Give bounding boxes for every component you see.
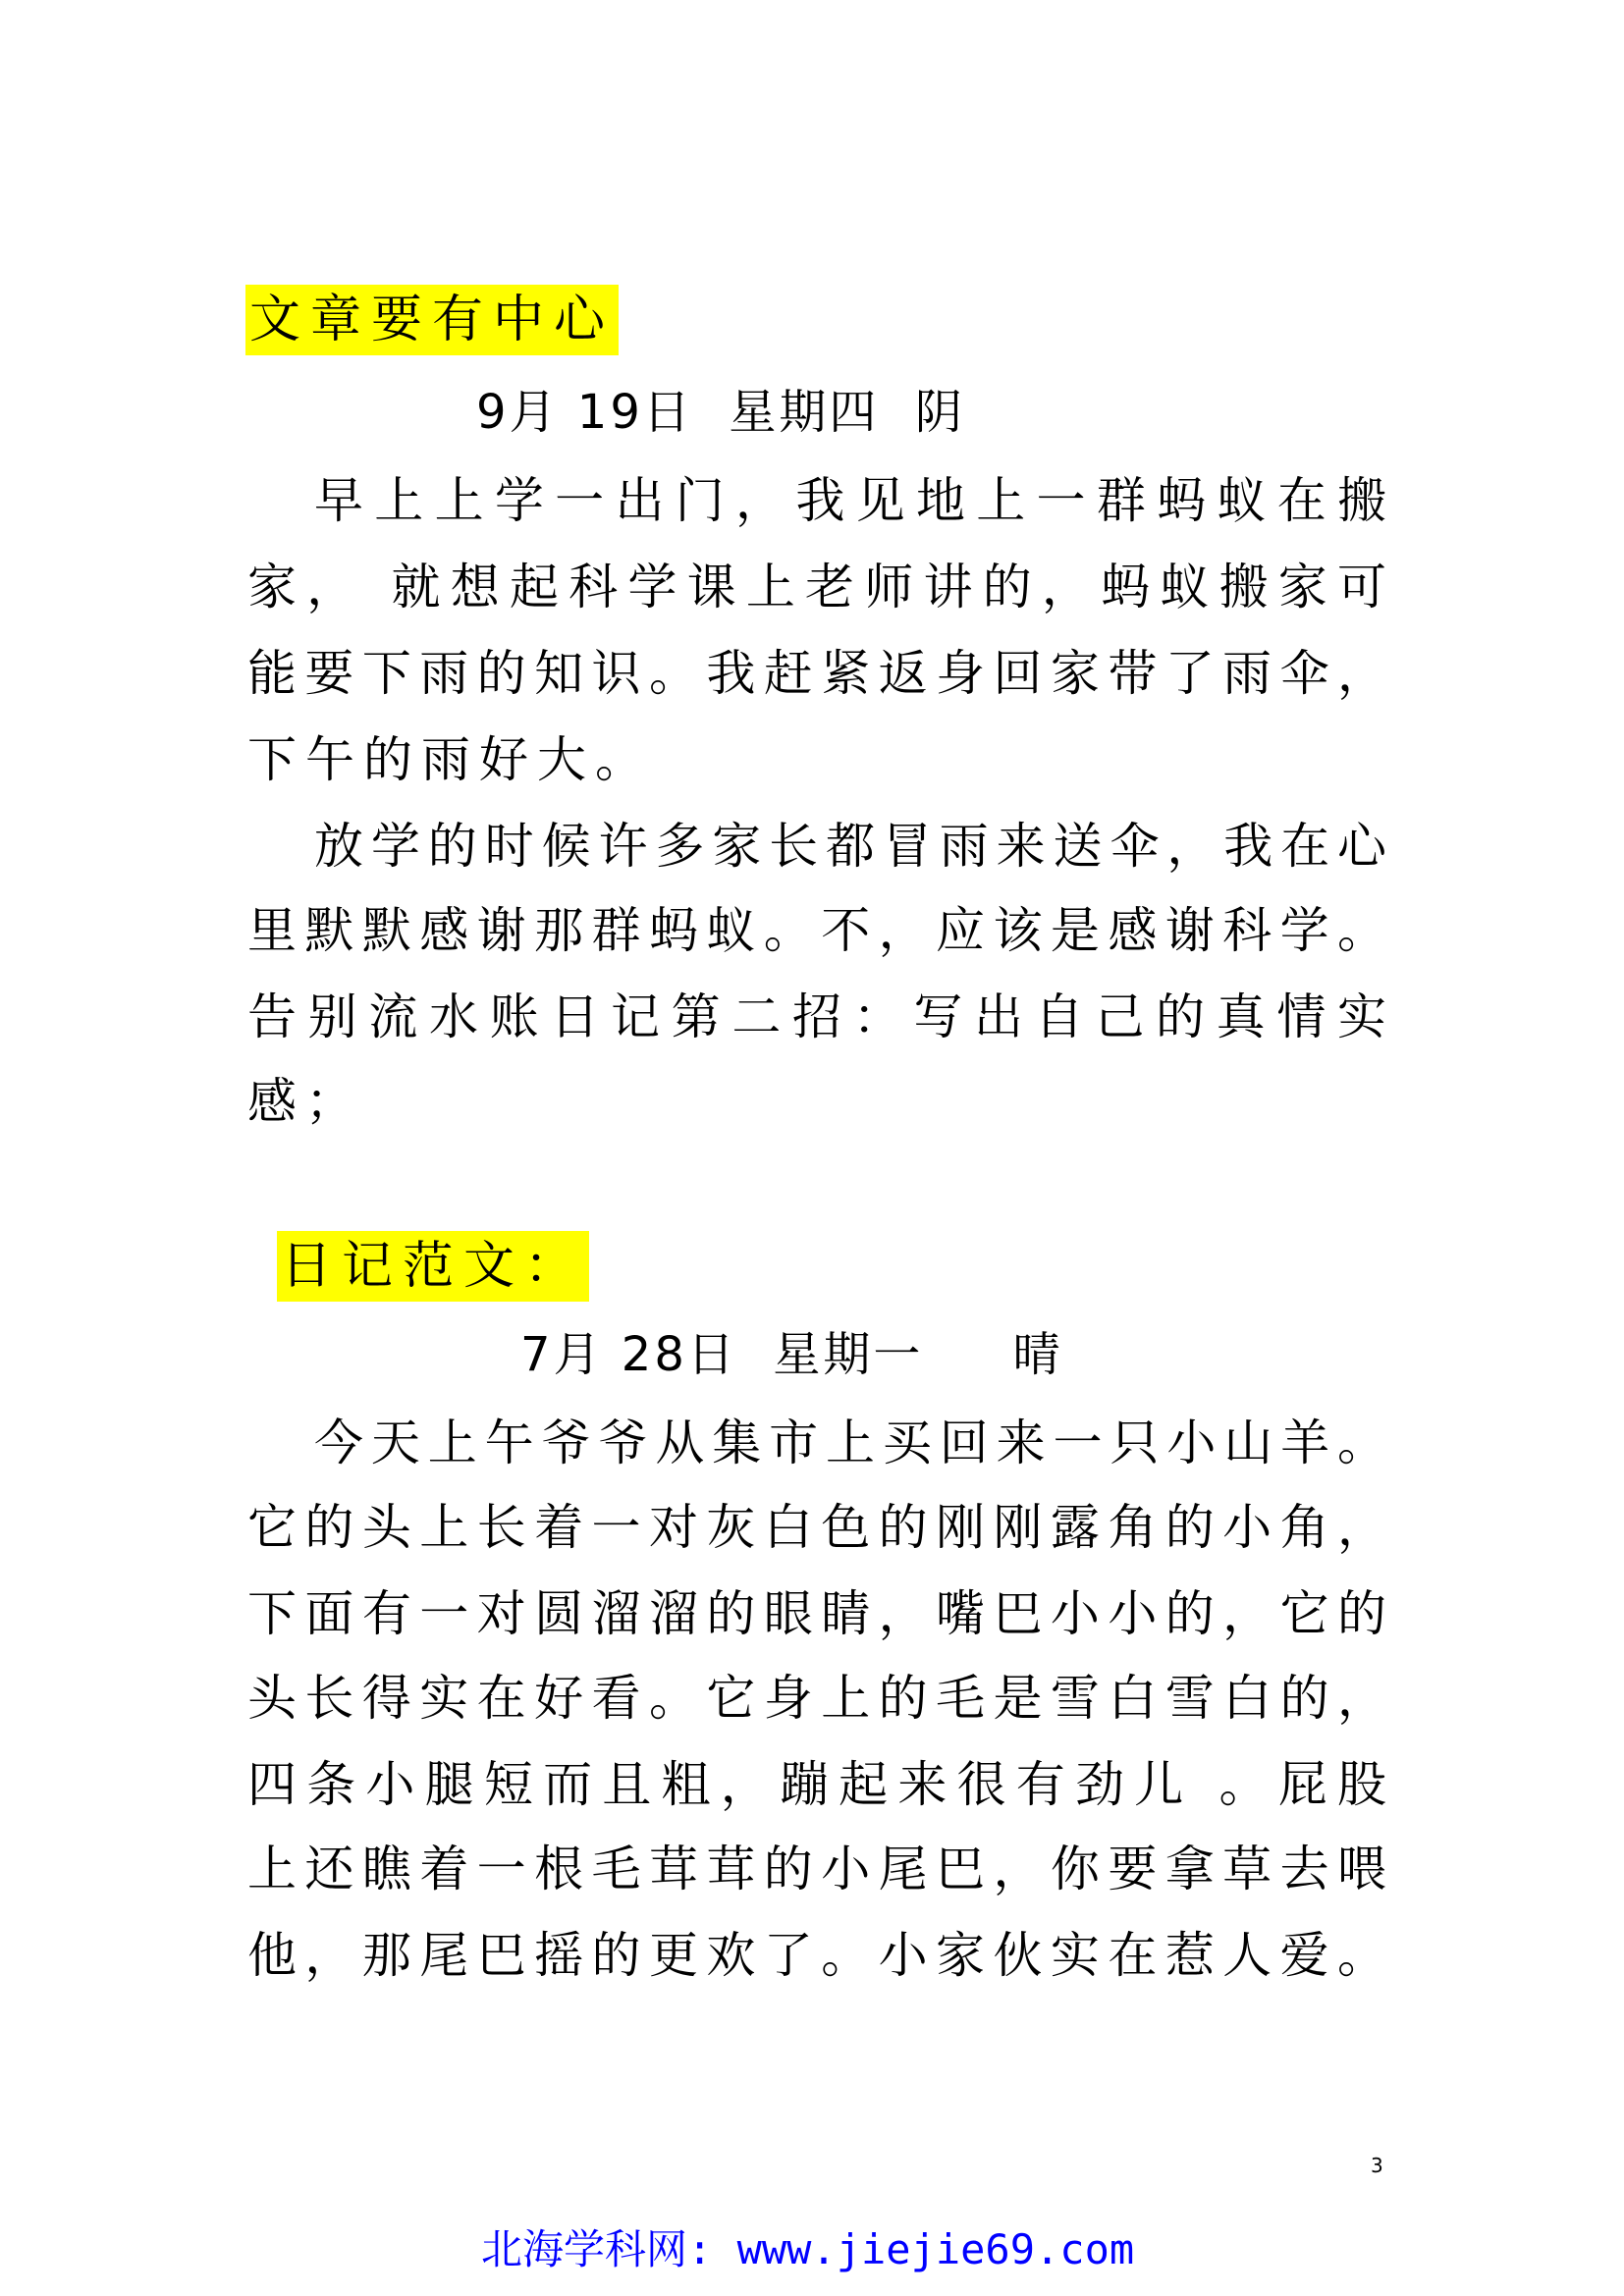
paragraph-line: 里默默感谢那群蚂蚁。不，应该是感谢科学。 [247, 902, 1386, 959]
paragraph-line: 告别流水账日记第二招：写出自己的真情实 [247, 988, 1386, 1045]
paragraph-line: 下午的雨好大。 [247, 731, 653, 788]
section-heading-sample: 日记范文： [277, 1231, 589, 1302]
diary-date-line: 7月 28日 星期一 晴 [520, 1327, 1063, 1382]
paragraph-line: 家， 就想起科学课上老师讲的，蚂蚁搬家可 [247, 559, 1386, 615]
paragraph-line: 能要下雨的知识。我赶紧返身回家带了雨伞， [247, 645, 1386, 702]
diary-date-line: 9月 19日 星期四 阴 [476, 385, 965, 440]
page-number: 3 [1371, 2154, 1383, 2177]
paragraph-line: 上还瞧着一根毛茸茸的小尾巴，你要拿草去喂 [247, 1841, 1386, 1897]
paragraph-line: 四条小腿短而且粗，蹦起来很有劲儿 。屁股 [247, 1756, 1386, 1813]
paragraph-line: 头长得实在好看。它身上的毛是雪白雪白的， [247, 1670, 1386, 1727]
paragraph-line: 他，那尾巴摇的更欢了。小家伙实在惹人爱。 [247, 1927, 1386, 1984]
footer-watermark: 北海学科网: www.jiejie69.com [481, 2225, 1135, 2273]
paragraph-line: 放学的时候许多家长都冒雨来送伞，我在心 [314, 818, 1386, 875]
paragraph-line: 今天上午爷爷从集市上买回来一只小山羊。 [314, 1415, 1386, 1471]
paragraph-line: 早上上学一出门，我见地上一群蚂蚁在搬 [314, 472, 1386, 529]
section-heading-center: 文章要有中心 [245, 285, 619, 355]
paragraph-line: 下面有一对圆溜溜的眼睛，嘴巴小小的，它的 [247, 1585, 1386, 1642]
paragraph-line: 它的头上长着一对灰白色的刚刚露角的小角， [247, 1499, 1386, 1556]
paragraph-line: 感； [247, 1073, 363, 1130]
